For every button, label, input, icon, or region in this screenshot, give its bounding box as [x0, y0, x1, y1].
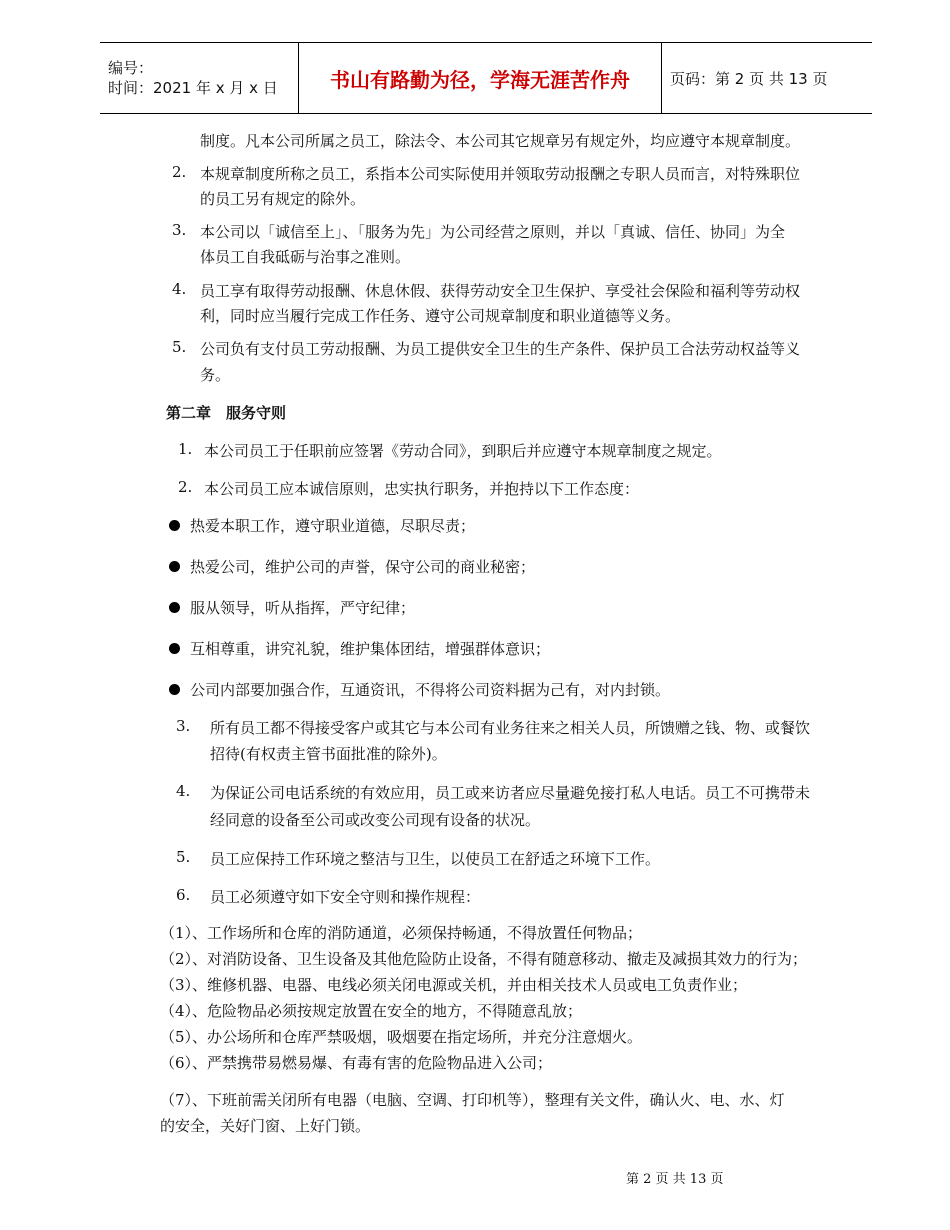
chapter-title: 第二章 服务守则 [166, 404, 287, 422]
item-text: 的员工另有规定的除外。 [200, 190, 366, 208]
rule-text: （7）、下班前需关闭所有电器（电脑、空调、打印机等），整理有关文件，确认火、电、水、灯 [160, 1091, 785, 1109]
item-text: 利，同时应当履行完成工作任务、遵守公司规章制度和职业道德等义务。 [200, 307, 681, 325]
header-info [100, 43, 298, 113]
item-number: 4. [176, 782, 191, 800]
item-number: 2. [178, 478, 193, 496]
item-text: 本规章制度所称之员工，系指本公司实际使用并领取劳动报酬之专职人员而言，对特殊职位 [200, 165, 801, 183]
bullet-icon [169, 684, 180, 695]
rule-text: （1）、工作场所和仓库的消防通道，必须保持畅通，不得放置任何物品； [160, 924, 643, 942]
item-text: 招待(有权责主管书面批准的除外)。 [210, 745, 447, 763]
item-text: 本公司员工于任职前应签署《劳动合同》，到职后并应遵守本规章制度之规定。 [204, 442, 722, 460]
item-text: 为保证公司电话系统的有效应用，员工或来访者应尽量避免接打私人电话。员工不可携带未 [210, 784, 811, 802]
item-text: 本公司以「诚信至上」、「服务为先」为公司经营之原则，并以「真诚、信任、协同」为全 [200, 223, 786, 241]
page-header [100, 42, 872, 114]
bullet-icon [169, 520, 180, 531]
item-number: 5. [176, 848, 191, 866]
item-number: 3. [176, 717, 191, 735]
intro-text: 制度。凡本公司所属之员工，除法令、本公司其它规章另有规定外，均应遵守本规章制度。 [200, 132, 801, 150]
item-number: 2. [172, 163, 187, 181]
bullet-text: 热爱公司，维护公司的声誉，保守公司的商业秘密； [190, 558, 536, 576]
bullet-text: 公司内部要加强合作，互通资讯，不得将公司资料据为己有，对内封锁。 [190, 681, 671, 699]
bullet-icon [169, 602, 180, 613]
header-page-label: 页码：第 2 页 共 13 页 [670, 69, 828, 88]
item-text: 公司负有支付员工劳动报酬、为员工提供安全卫生的生产条件、保护员工合法劳动权益等义 [200, 340, 801, 358]
item-text: 所有员工都不得接受客户或其它与本公司有业务往来之相关人员，所馈赠之钱、物、或餐饮 [210, 719, 811, 737]
bullet-text: 热爱本职工作，遵守职业道德，尽职尽责； [190, 517, 476, 535]
item-text: 务。 [200, 366, 231, 384]
serial-label: 编号： [108, 59, 154, 77]
bullet-icon [169, 561, 180, 572]
item-text: 经同意的设备至公司或改变公司现有设备的状况。 [210, 811, 541, 829]
bullet-icon [169, 643, 180, 654]
item-number: 4. [172, 280, 187, 298]
bullet-text: 服从领导，听从指挥，严守纪律； [190, 599, 416, 617]
rule-text: （2）、对消防设备、卫生设备及其他危险防止设备，不得有随意移动、撤走及减损其效力的行为； [160, 950, 808, 968]
item-number: 6. [176, 886, 191, 904]
bullet-text: 互相尊重，讲究礼貌，维护集体团结，增强群体意识； [190, 640, 551, 658]
item-number: 1. [178, 440, 193, 458]
item-text: 员工应保持工作环境之整洁与卫生，以使员工在舒适之环境下工作。 [210, 850, 661, 868]
item-number: 5. [172, 338, 187, 356]
item-text: 本公司员工应本诚信原则，忠实执行职务，并抱持以下工作态度： [204, 480, 640, 498]
time-label: 时间：2021 年 x 月 x 日 [108, 79, 278, 97]
rule-text: （3）、维修机器、电器、电线必须关闭电源或关机，并由相关技术人员或电工负责作业； [160, 976, 748, 994]
header-motto: 书山有路勤为径，学海无涯苦作舟 [298, 43, 662, 113]
rule-text: （6）、严禁携带易燃易爆、有毒有害的危险物品进入公司； [160, 1054, 553, 1072]
item-text: 员工享有取得劳动报酬、休息休假、获得劳动安全卫生保护、享受社会保险和福利等劳动权 [200, 282, 801, 300]
page-footer: 第 2 页 共 13 页 [626, 1172, 724, 1187]
rule-text: （4）、危险物品必须按规定放置在安全的地方，不得随意乱放； [160, 1002, 583, 1020]
item-text: 体员工自我砥砺与治事之准则。 [200, 248, 411, 266]
item-number: 3. [172, 221, 187, 239]
rule-text: （5）、办公场所和仓库严禁吸烟，吸烟要在指定场所，并充分注意烟火。 [160, 1028, 643, 1046]
rule-text: 的安全，关好门窗、上好门锁。 [160, 1117, 371, 1135]
item-text: 员工必须遵守如下安全守则和操作规程： [210, 888, 481, 906]
